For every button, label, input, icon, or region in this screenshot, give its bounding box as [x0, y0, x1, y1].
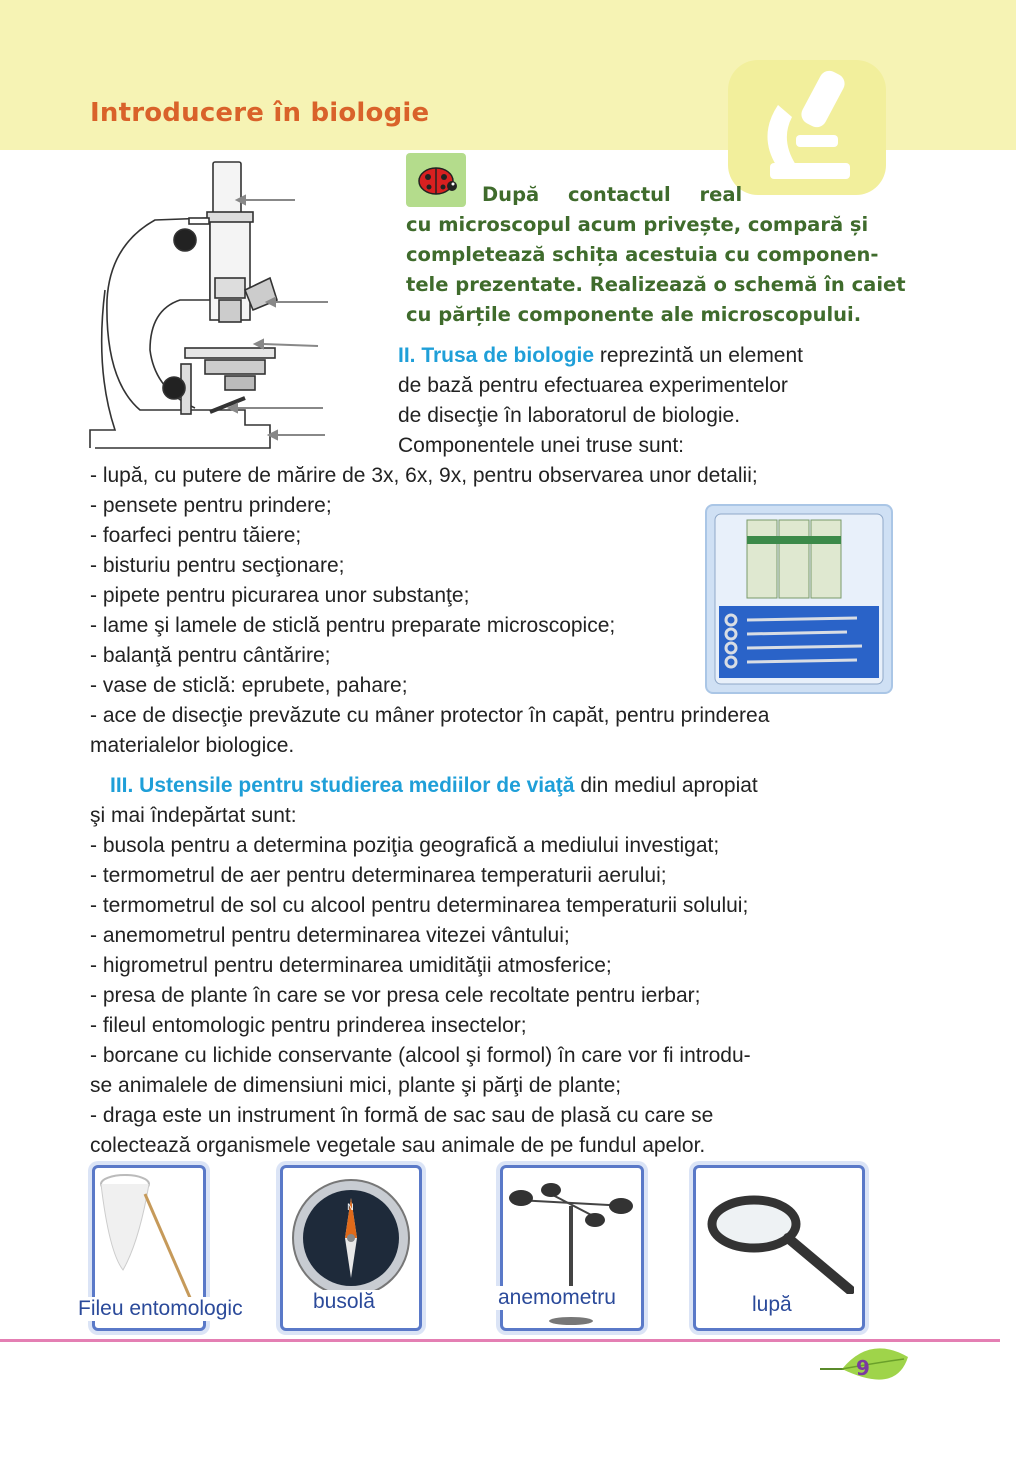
compass-caption: busolă [309, 1290, 379, 1314]
list-item: - pipete pentru picurarea unor substanţe; [90, 584, 470, 607]
activity-line-1: După contactul real [482, 183, 743, 206]
microscope-icon [748, 65, 868, 190]
section2-intro-line: de bază pentru efectuarea experimentelor [398, 374, 788, 397]
microscope-diagram [85, 150, 345, 455]
list-item: - higrometrul pentru determinarea umidităţii atmosferice; [90, 954, 612, 977]
activity-line-3: completează schița acestuia cu componen- [406, 243, 879, 266]
list-item: - borcane cu lichide conservante (alcool şi formol) în care vor fi introdu- [90, 1044, 751, 1067]
activity-badge [406, 153, 466, 207]
list-item: - bisturiu pentru secţionare; [90, 554, 345, 577]
list-item: - termometrul de aer pentru determinarea temperaturii aerului; [90, 864, 667, 887]
list-item: - presa de plante în care se vor presa cele recoltate pentru ierbar; [90, 984, 701, 1007]
list-item: - lame şi lamele de sticlă pentru preparate microscopice; [90, 614, 616, 637]
activity-line-5: cu părțile componente ale microscopului. [406, 303, 862, 326]
magnifier-icon [704, 1194, 854, 1294]
footer-divider [0, 1339, 1000, 1342]
activity-line-2: cu microscopul acum privește, compară și [406, 213, 869, 236]
section2-intro-line: de disecţie în laboratorul de biologie. [398, 404, 741, 427]
svg-text:N: N [347, 1203, 354, 1213]
section2-intro-line: Componentele unei truse sunt: [398, 434, 685, 457]
insect-net-icon [99, 1172, 199, 1302]
list-item: - lupă, cu putere de mărire de 3x, 6x, 9x, pentru observarea unor detalii; [90, 464, 758, 487]
list-item: - anemometrul pentru determinarea vitezei vântului; [90, 924, 570, 947]
section2-intro-line: reprezintă un element [594, 344, 804, 367]
section3-line2: şi mai îndepărtat sunt: [90, 804, 297, 827]
dissection-kit-illustration [707, 506, 891, 692]
list-item: - busola pentru a determina poziţia geografică a mediului investigat; [90, 834, 720, 857]
list-item: - vase de sticlă: eprubete, pahare; [90, 674, 408, 697]
ladybug-icon [414, 161, 458, 199]
list-item: colectează organismele vegetale sau animale de pe fundul apelor. [90, 1134, 706, 1157]
list-item: - pensete pentru prindere; [90, 494, 332, 517]
section3-heading-rest: din mediul apropiat [574, 774, 758, 797]
magnifier-caption: lupă [748, 1293, 796, 1317]
biology-kit-image [705, 504, 893, 694]
section2-intro [398, 341, 888, 461]
section3-heading: III. Ustensile pentru studierea mediilor de viaţă [110, 774, 575, 797]
list-item: - balanţă pentru cântărire; [90, 644, 331, 667]
activity-line-4: tele prezentate. Realizează o schemă în caiet [406, 273, 906, 296]
compass-icon [289, 1176, 413, 1300]
list-item: - foarfeci pentru tăiere; [90, 524, 302, 547]
list-item: - termometrul de sol cu alcool pentru determinarea temperaturii solului; [90, 894, 749, 917]
section3-text [90, 771, 890, 1161]
page-title: Introducere în biologie [90, 98, 430, 128]
chapter-tab [728, 60, 886, 195]
list-item: materialelor biologice. [90, 734, 295, 757]
net-caption: Fileu entomologic [74, 1297, 247, 1321]
list-item: - fileul entomologic pentru prinderea insectelor; [90, 1014, 527, 1037]
list-item: - ace de disecţie prevăzute cu mâner protector în capăt, pentru prinderea [90, 704, 770, 727]
page-number: 9 [856, 1356, 870, 1380]
anemometer-caption: anemometru [494, 1286, 620, 1310]
list-item: - draga este un instrument în formă de sac sau de plasă cu care se [90, 1104, 714, 1127]
section2-heading: II. Trusa de biologie [398, 344, 595, 367]
list-item: se animalele de dimensiuni mici, plante şi părţi de plante; [90, 1074, 622, 1097]
